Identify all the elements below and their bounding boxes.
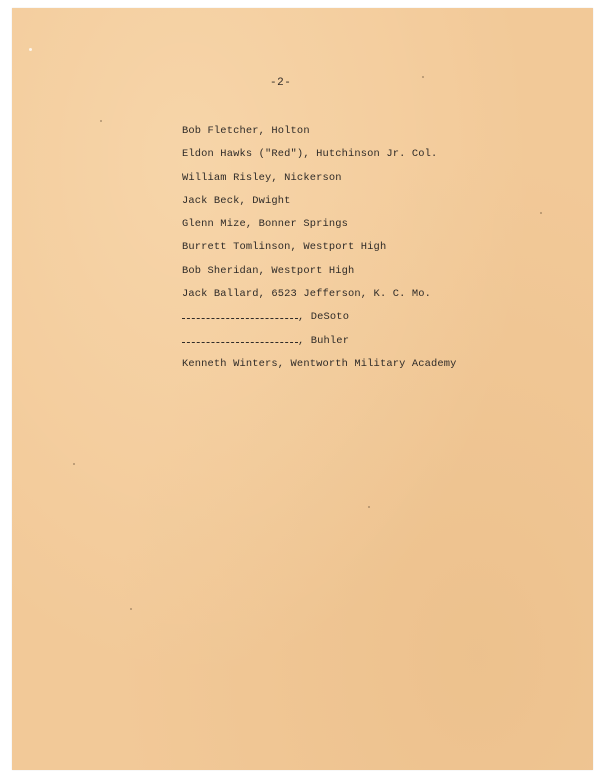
list-item-with-blank — [182, 309, 457, 332]
list-item — [182, 286, 457, 309]
entry-text: Jack Ballard, 6523 Jefferson, K. C. Mo. — [182, 288, 432, 301]
entry-text: , DeSoto — [298, 311, 350, 324]
paper-speck — [540, 212, 542, 214]
list-item — [182, 123, 457, 146]
list-item — [182, 216, 457, 239]
paper-speck — [368, 506, 370, 508]
document-page — [12, 8, 593, 770]
list-item — [182, 193, 457, 216]
page-number: -2- — [270, 77, 292, 89]
entry-text: Bob Fletcher, Holton — [182, 125, 310, 137]
paper-speck — [100, 120, 102, 122]
entry-text: Jack Beck, Dwight — [182, 194, 291, 207]
list-item — [182, 239, 457, 262]
entry-text: Eldon Hawks ("Red"), Hutchinson Jr. Col. — [182, 148, 438, 161]
list-item-with-blank — [182, 333, 457, 356]
list-item — [182, 356, 457, 379]
entry-text: William Risley, Nickerson — [182, 171, 342, 184]
entry-text: Burrett Tomlinson, Westport High — [182, 241, 387, 254]
list-item — [182, 146, 457, 169]
blank-underline — [182, 309, 298, 319]
blank-underline — [182, 333, 298, 343]
list-item — [182, 170, 457, 193]
entry-text: , Buhler — [298, 334, 350, 347]
paper-speck — [422, 76, 424, 78]
paper-speck — [29, 48, 32, 51]
name-list — [182, 123, 457, 379]
paper-speck — [73, 463, 75, 465]
list-item — [182, 263, 457, 286]
entry-text: Glenn Mize, Bonner Springs — [182, 218, 349, 231]
entry-text: Kenneth Winters, Wentworth Military Academy — [182, 357, 457, 370]
paper-speck — [130, 608, 132, 610]
entry-text: Bob Sheridan, Westport High — [182, 264, 355, 277]
